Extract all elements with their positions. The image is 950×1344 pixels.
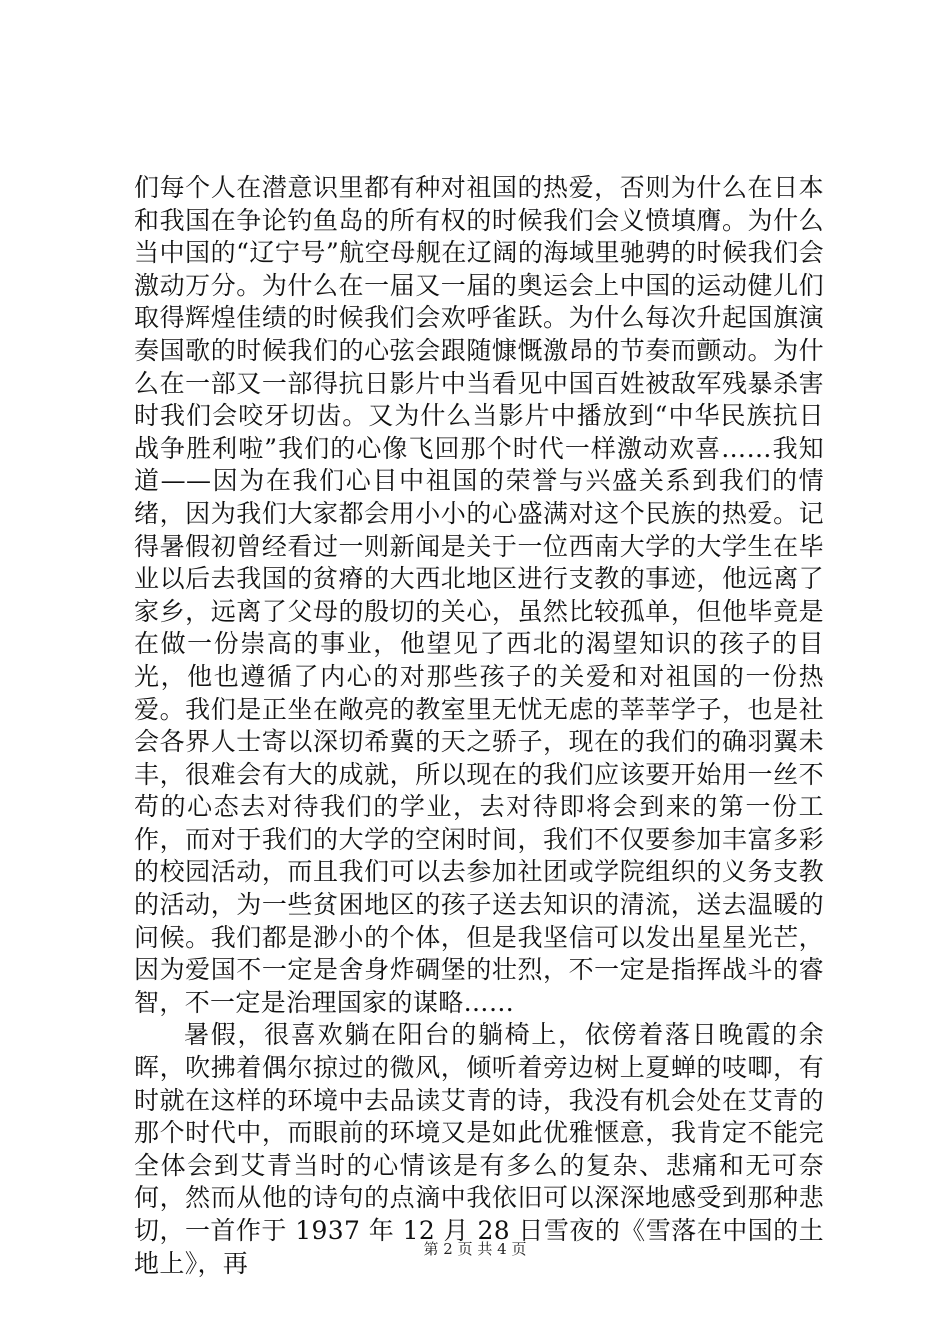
page-footer: 第 2 页 共 4 页 — [423, 1240, 527, 1258]
paragraph-1: 们每个人在潜意识里都有种对祖国的热爱，否则为什么在日本和我国在争论钓鱼岛的所有权的时候我们会义愤填膺。为什么当中国的“辽宁号”航空母舰在辽阔的海域里驰骋的时候我们会激动万分。为什么在一届又一届的奥运会上中国的运动健儿们取得辉煌佳绩的时候我们会欢呼雀跃。为什么每次升起国旗演奏国歌的时候我们的心弦会跟随慷慨激昂的节奏而颤动。为什么在一部又一部得抗日影片中当看见中国百姓被敌军残暴杀害时我们会咬牙切齿。又为什么当影片中播放到“中华民族抗日战争胜利啦”我们的心像飞回那个时代一样激动欢喜……我知道——因为在我们心目中祖国的荣誉与兴盛关系到我们的情绪，因为我们大家都会用小小的心盛满对这个民族的热爱。记得暑假初曾经看过一则新闻是关于一位西南大学的大学生在毕业以后去我国的贫瘠的大西北地区进行支教的事迹，他远离了家乡，远离了父母的殷切的关心，虽然比较孤单，但他毕竟是在做一份崇高的事业，他望见了西北的渴望知识的孩子的目光，他也遵循了内心的对那些孩子的关爱和对祖国的一份热爱。我们是正坐在敞亮的教室里无忧无虑的莘莘学子，也是社会各界人士寄以深切希冀的天之骄子，现在的我们的确羽翼未丰，很难会有大的成就，所以现在的我们应该要开始用一丝不苟的心态去对待我们的学业，去对待即将会到来的第一份工作，而对于我们的大学的空闲时间，我们不仅要参加丰富多彩的校园活动，而且我们可以去参加社团或学院组织的义务支教的活动，为一些贫困地区的孩子送去知识的清流，送去温暖的问候。我们都是渺小的个体，但是我坚信可以发出星星光芒，因为爱国不一定是舍身炸碉堡的壮烈，不一定是指挥战斗的睿智，不一定是治理国家的谋略…… — [134, 173, 824, 1017]
document-body — [134, 172, 824, 1280]
paragraph-2: 暑假，很喜欢躺在阳台的躺椅上，依傍着落日晚霞的余晖，吹拂着偶尔掠过的微风，倾听着旁边树上夏蝉的吱唧，有时就在这样的环境中去品读艾青的诗，我没有机会处在艾青的那个时代中，而眼前的环境又是如此优雅惬意，我肯定不能完全体会到艾青当时的心情该是有多么的复杂、悲痛和无可奈何，然而从他的诗句的点滴中我依旧可以深深地感受到那种悲切，一首作于 1937 年 12 月 28 日雪夜的《雪落在中国的土地上》，再 — [134, 1020, 824, 1278]
